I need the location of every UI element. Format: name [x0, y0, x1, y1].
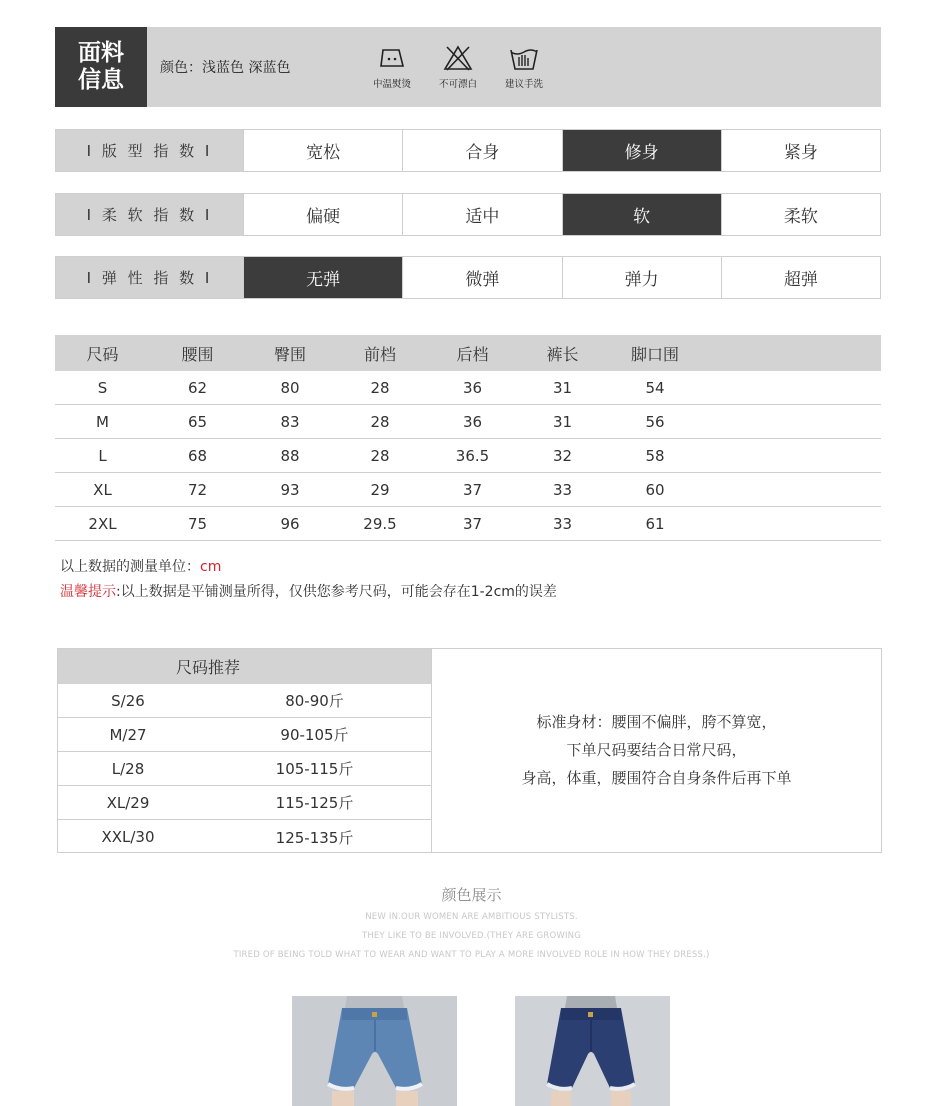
care-label-iron: 中温熨烫: [372, 79, 411, 90]
size-table-cell: 83: [280, 412, 300, 431]
recommendation-size: XL/29: [106, 793, 150, 812]
tip-note: [60, 581, 557, 601]
size-table-cell: 31: [552, 412, 573, 431]
size-table-cell: 33: [552, 514, 573, 533]
header-cell: 后档: [456, 344, 489, 364]
softness-option: 偏硬: [243, 194, 402, 235]
size-table-cell: 62: [187, 378, 208, 397]
size-table-cell: 28: [370, 378, 390, 397]
color-display-title: 颜色展示: [441, 886, 502, 904]
care-no-bleach: [428, 44, 488, 90]
size-table-cell: 28: [370, 446, 390, 465]
unit-note: [60, 556, 221, 576]
care-label-hand-wash: 建议手洗: [504, 79, 543, 90]
care-label-no-bleach: 不可漂白: [438, 79, 477, 90]
stretch-option-selected: 无弹: [243, 257, 402, 298]
header-cell: 裤长: [546, 344, 579, 364]
recommendation-note: [432, 708, 881, 792]
fit-option-selected: 修身: [562, 130, 721, 171]
size-table-cell: 31: [552, 378, 573, 397]
recommendation-size: M/27: [109, 725, 147, 744]
size-table-header: [55, 335, 881, 371]
size-table-cell: 93: [280, 480, 300, 499]
size-table-row: [55, 371, 881, 405]
size-table-cell: 37: [462, 480, 483, 499]
recommendation-size: XXL/30: [101, 828, 155, 846]
light-blue-shorts-photo: [292, 996, 457, 1106]
slogan-line: THEY LIKE TO BE INVOLVED.(THEY ARE GROWING: [361, 931, 582, 941]
slogan-line: TIRED OF BEING TOLD WHAT TO WEAR AND WANT TO PLAY A MORE INVOLVED ROLE IN HOW THEY DRESS.): [233, 950, 710, 960]
size-table-cell: 36.5: [455, 446, 490, 465]
recommendation-title: 尺码推荐: [58, 649, 431, 684]
fit-option: 紧身: [721, 130, 880, 171]
stretch-index-row: [55, 256, 881, 299]
size-table-cell: 58: [645, 446, 665, 465]
tip-note-text: :以上数据是平铺测量所得，仅供您参考尺码，可能会存在1-2cm的误差: [116, 584, 557, 600]
size-table-cell: 32: [552, 446, 573, 465]
recommendation-row: [58, 684, 431, 718]
size-table-cell: 33: [552, 480, 573, 499]
softness-option-selected: 软: [562, 194, 721, 235]
recommendation-weight: 125-135斤: [275, 828, 354, 847]
recommendation-row: [58, 752, 431, 786]
size-table-row: [55, 439, 881, 473]
size-table-cell: 61: [645, 514, 665, 533]
no-bleach-icon: [442, 44, 474, 72]
recommendation-row: [58, 718, 431, 752]
size-table-cell: XL: [93, 480, 112, 499]
size-table-cell: 75: [187, 514, 208, 533]
size-table-cell: 65: [187, 412, 208, 431]
fit-option: 合身: [402, 130, 561, 171]
size-table-cell: L: [98, 446, 107, 465]
size-table-cell: 2XL: [88, 514, 117, 533]
stretch-option: 微弹: [402, 257, 561, 298]
fit-index-label: I 版 型 指 数 I: [56, 130, 243, 171]
stretch-index-label: I 弹 性 指 数 I: [56, 257, 243, 298]
iron-icon: [377, 44, 407, 72]
fabric-tag-line1: 面料: [78, 40, 124, 66]
size-table-cell: 88: [280, 446, 300, 465]
recommendation-weight: 115-125斤: [275, 794, 354, 812]
size-table-cell: M: [96, 412, 109, 431]
hand-wash-icon: [508, 44, 540, 72]
header-cell: 尺码: [86, 344, 119, 364]
softness-option: 适中: [402, 194, 561, 235]
size-table-cell: 28: [370, 412, 390, 431]
softness-index-label: I 柔 软 指 数 I: [56, 194, 243, 235]
recommendation-row: [58, 820, 431, 854]
size-table-cell: 29: [370, 480, 390, 499]
dark-blue-shorts-photo: [515, 996, 670, 1106]
size-table-cell: 80: [280, 378, 300, 397]
stretch-option: 超弹: [721, 257, 880, 298]
size-table-cell: 36: [462, 378, 483, 397]
recommendation-weight: 90-105斤: [280, 726, 349, 744]
size-table-row: [55, 405, 881, 439]
softness-index-row: [55, 193, 881, 236]
size-table-cell: 72: [187, 480, 208, 499]
tip-note-prefix: 温馨提示: [60, 584, 116, 600]
fabric-info-tag: [55, 27, 147, 107]
fabric-tag-line2: 信息: [78, 67, 124, 93]
recommendation-size: L/28: [111, 759, 145, 778]
slogan-line: NEW IN.OUR WOMEN ARE AMBITIOUS STYLISTS.: [365, 912, 578, 922]
fit-option: 宽松: [243, 130, 402, 171]
unit-note-prefix: 以上数据的测量单位：: [60, 559, 200, 575]
size-table-cell: 29.5: [363, 514, 397, 533]
note-line: 身高，体重，腰围符合自身条件后再下单: [521, 769, 792, 787]
stretch-option: 弹力: [562, 257, 721, 298]
size-table: [55, 335, 881, 541]
size-table-cell: 54: [645, 378, 665, 397]
unit-note-value: cm: [200, 559, 222, 575]
fit-index-row: [55, 129, 881, 172]
size-table-cell: 37: [462, 514, 483, 533]
size-table-cell: 56: [645, 412, 665, 431]
care-hand-wash: [494, 44, 554, 90]
recommendation-weight: 80-90斤: [285, 692, 344, 710]
recommendation-size: S/26: [111, 691, 145, 710]
recommendation-row: [58, 786, 431, 820]
size-table-cell: 96: [280, 514, 300, 533]
care-iron: [362, 44, 422, 90]
header-cell: 前档: [363, 344, 396, 364]
header-cell: 臀围: [273, 344, 306, 364]
size-table-cell: S: [97, 378, 108, 397]
recommendation-weight: 105-115斤: [275, 760, 354, 778]
header-cell: 腰围: [181, 344, 214, 364]
fabric-color-text: 颜色：浅蓝色 深蓝色: [160, 60, 291, 76]
size-table-cell: 68: [187, 446, 208, 465]
size-table-row: [55, 473, 881, 507]
softness-option: 柔软: [721, 194, 880, 235]
note-line: 下单尺码要结合日常尺码，: [566, 741, 747, 759]
size-table-cell: 60: [645, 480, 665, 499]
header-cell: 脚口围: [630, 344, 679, 364]
size-table-cell: 36: [462, 412, 483, 431]
size-table-row: [55, 507, 881, 541]
note-line: 标准身材：腰围不偏胖，胯不算宽，: [536, 713, 777, 731]
